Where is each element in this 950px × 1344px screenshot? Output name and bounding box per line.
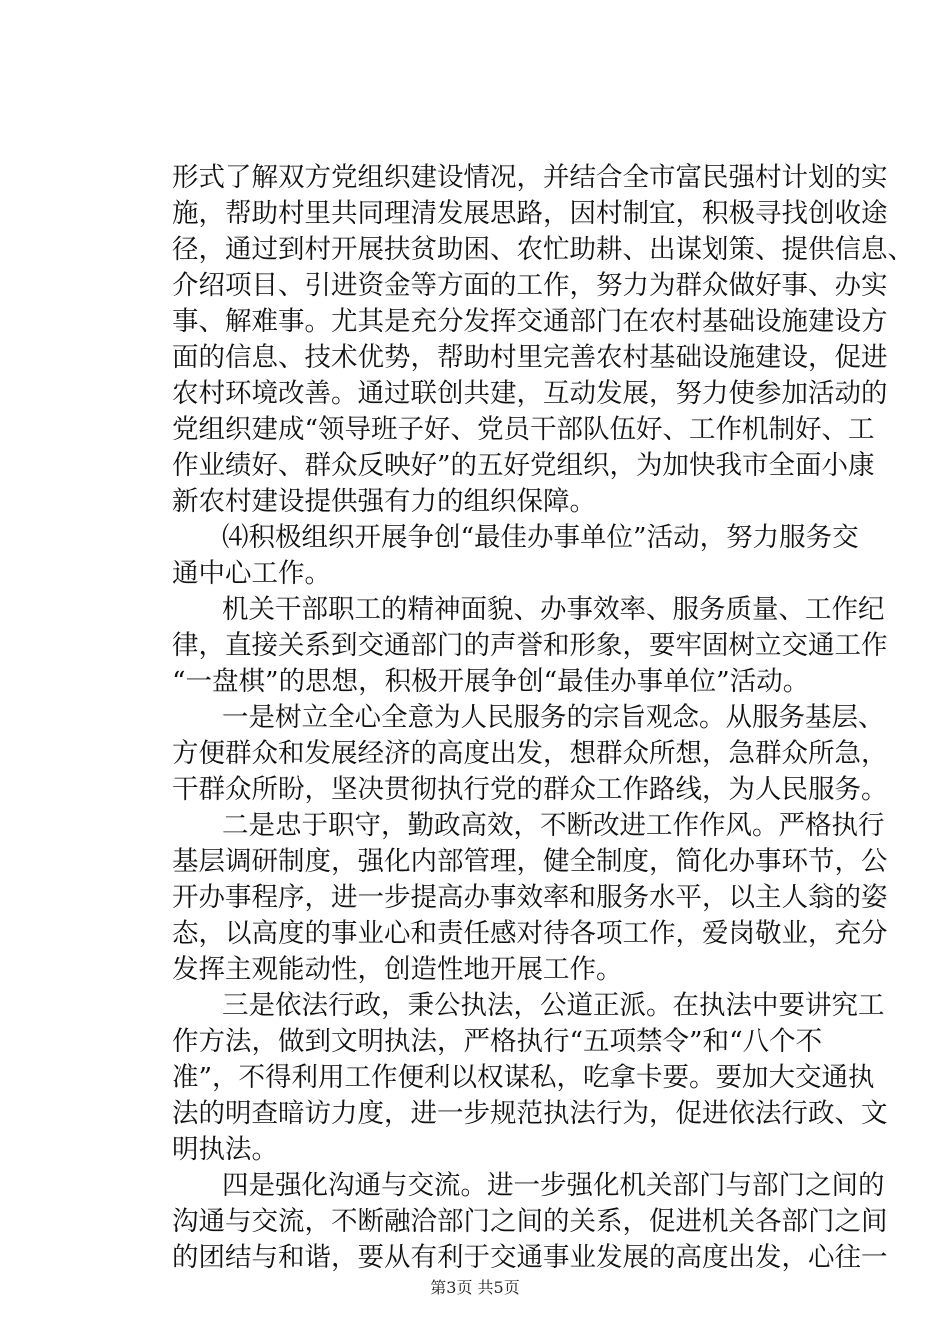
body-line-15: “一盘棋”的思想，积极开展争创“最佳办事单位”活动。 [172, 666, 810, 697]
body-line-2: 施，帮助村里共同理清发展思路，因村制宜，积极寻找创收途 [172, 198, 888, 229]
body-line-4: 介绍项目、引进资金等方面的工作，努力为群众做好事、办实 [172, 270, 888, 301]
body-line-31: 的团结与和谐，要从有利于交通事业发展的高度出发，心往一 [172, 1242, 888, 1273]
body-line-17: 方便群众和发展经济的高度出发，想群众所想，急群众所急， [172, 738, 888, 769]
body-line-9: 作业绩好、群众反映好”的五好党组织，为加快我市全面小康 [172, 450, 875, 481]
body-line-22: 态，以高度的事业心和责任感对待各项工作，爱岗敬业，充分 [172, 918, 888, 949]
page-number-footer: 第3页 共5页 [430, 1278, 520, 1297]
body-line-26: 准”，不得利用工作便利以权谋私，吃拿卡要。要加大交通执 [172, 1062, 875, 1093]
body-line-8: 党组织建成“领导班子好、党员干部队伍好、工作机制好、工 [172, 414, 875, 445]
body-line-30: 沟通与交流，不断融洽部门之间的关系，促进机关各部门之间 [172, 1206, 888, 1237]
body-line-29: 四是强化沟通与交流。进一步强化机关部门与部门之间的 [222, 1170, 885, 1201]
body-line-16: 一是树立全心全意为人民服务的宗旨观念。从服务基层、 [222, 702, 885, 733]
body-line-25: 作方法，做到文明执法，严格执行“五项禁令”和“八个不 [172, 1026, 823, 1057]
body-line-12: 通中心工作。 [172, 558, 331, 589]
body-line-19: 二是忠于职守，勤政高效，不断改进工作作风。严格执行 [222, 810, 885, 841]
body-line-20: 基层调研制度，强化内部管理，健全制度，简化办事环节，公 [172, 846, 888, 877]
body-line-7: 农村环境改善。通过联创共建，互动发展，努力使参加活动的 [172, 378, 888, 409]
body-line-28: 明执法。 [172, 1134, 278, 1165]
body-line-21: 开办事程序，进一步提高办事效率和服务水平，以主人翁的姿 [172, 882, 888, 913]
body-line-23: 发挥主观能动性，创造性地开展工作。 [172, 954, 623, 985]
body-line-5: 事、解难事。尤其是充分发挥交通部门在农村基础设施建设方 [172, 306, 888, 337]
body-line-18: 干群众所盼，坚决贯彻执行党的群众工作路线，为人民服务。 [172, 774, 888, 805]
body-line-24: 三是依法行政，秉公执法，公道正派。在执法中要讲究工 [222, 990, 885, 1021]
body-line-13: 机关干部职工的精神面貌、办事效率、服务质量、工作纪 [222, 594, 885, 625]
section-heading-4: ⑷积极组织开展争创“最佳办事单位”活动，努力服务交 [222, 522, 859, 553]
body-line-10: 新农村建设提供强有力的组织保障。 [172, 486, 596, 517]
body-line-1: 形式了解双方党组织建设情况，并结合全市富民强村计划的实 [172, 162, 888, 193]
body-line-3: 径，通过到村开展扶贫助困、农忙助耕、出谋划策、提供信息、 [172, 234, 914, 265]
body-line-27: 法的明查暗访力度，进一步规范执法行为，促进依法行政、文 [172, 1098, 888, 1129]
body-line-6: 面的信息、技术优势，帮助村里完善农村基础设施建设，促进 [172, 342, 888, 373]
body-line-14: 律，直接关系到交通部门的声誉和形象，要牢固树立交通工作 [172, 630, 888, 661]
